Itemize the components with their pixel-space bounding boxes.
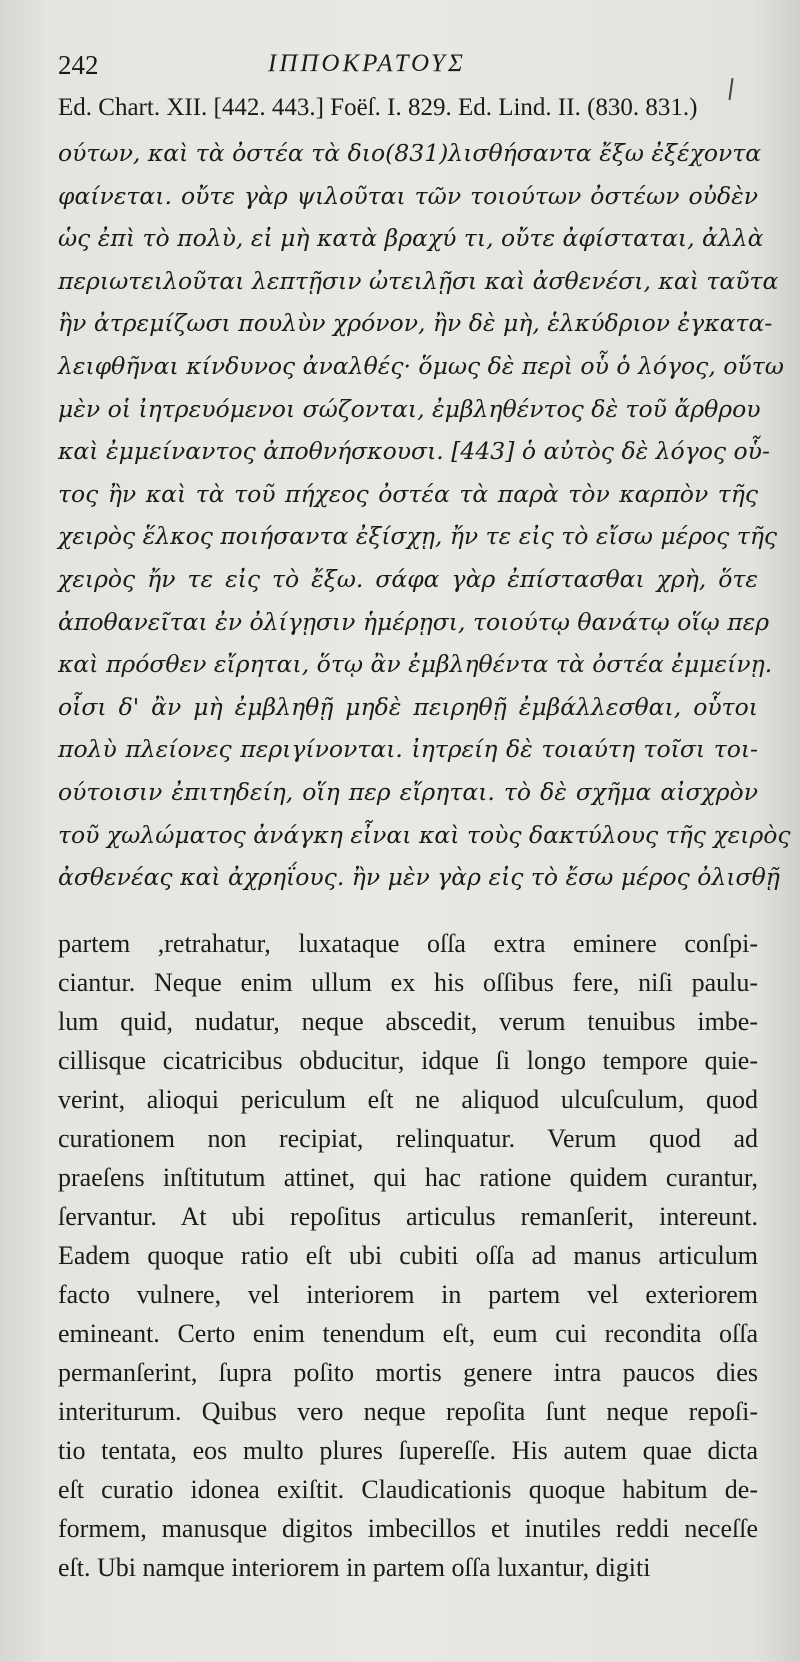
greek-text-line: ούτων, καὶ τὰ ὀστέα τὰ διο(831)λισθήσαντα ἔξω ἐξέχοντα: [58, 139, 762, 167]
greek-text-line: ἀποθανεῖται ἐν ὀλίγῃσιν ἡμέρῃσι, τοιούτῳ θανάτῳ οἵῳ περ: [58, 607, 770, 636]
greek-text-line: ούτοισιν ἐπιτηδείη, οἵη περ εἴρηται. τὸ δὲ σχῆμα αἰσχρὸν: [58, 777, 758, 806]
greek-text-block: [58, 132, 791, 899]
latin-text-line: emineant. Certo enim tenendum eſt, eum cui recondita oſſa: [58, 1319, 758, 1348]
greek-text-line: τοῦ χωλώματος ἀνάγκη εἶναι καὶ τοὺς δακτύλους τῆς χειρὸς: [58, 820, 791, 849]
greek-text-line: καὶ πρόσθεν εἴρηται, ὅτῳ ἂν ἐμβληθέντα τὰ ὀστέα ἐμμείνῃ.: [58, 650, 773, 679]
latin-text-line: permanſerint, ſupra poſito mortis genere intra paucos dies: [58, 1358, 758, 1387]
latin-text-line: tio tentata, eos multo plures ſupereſſe. His autem quae dicta: [58, 1436, 758, 1465]
page-number: 242: [58, 50, 99, 80]
latin-text-line: eſt. Ubi namque interiorem in partem oſſa luxantur, digiti: [58, 1553, 651, 1582]
greek-text-line: χειρὸς ἕλκος ποιήσαντα ἐξίσχῃ, ἤν τε εἰς τὸ εἴσω μέρος τῆς: [58, 522, 778, 551]
latin-text-line: partem ,retrahatur, luxataque oſſa extra eminere conſpi-: [58, 929, 758, 958]
latin-text-line: curationem non recipiat, relinquatur. Verum quod ad: [58, 1124, 758, 1153]
greek-text-line: μὲν οἱ ἰητρευόμενοι σώζονται, ἐμβληθέντος δὲ τοῦ ἄρθρου: [58, 394, 761, 423]
greek-text-line: περιωτειλοῦται λεπτῇσιν ὠτειλῇσι καὶ ἀσθενέσι, καὶ ταῦτα: [58, 266, 779, 295]
page-header: [58, 50, 758, 90]
greek-text-line: χειρὸς ἤν τε εἰς τὸ ἔξω. σάφα γὰρ ἐπίστασθαι χρὴ, ὅτε: [58, 564, 758, 593]
latin-text-line: cillisque cicatricibus obducitur, idque ſi longo tempore quie-: [58, 1046, 758, 1075]
greek-text-line: λειφθῆναι κίνδυνος ἀναλθές· ὅμως δὲ περὶ οὗ ὁ λόγος, οὕτω: [58, 351, 784, 380]
latin-text-line: eſt curatio idonea exiſtit. Claudicationis quoque habitum de-: [58, 1475, 758, 1504]
greek-text-line: τος ἢν καὶ τὰ τοῦ πήχεος ὀστέα τὰ παρὰ τὸν καρπὸν τῆς: [58, 479, 758, 508]
latin-text-line: verint, alioqui periculum eſt ne aliquod ulcuſculum, quod: [58, 1085, 758, 1114]
greek-text-line: φαίνεται. οὔτε γὰρ ψιλοῦται τῶν τοιούτων ὀστέων οὐδὲν: [58, 181, 758, 210]
latin-text-line: ſervantur. At ubi repoſitus articulus remanſerit, intereunt.: [58, 1202, 758, 1231]
latin-text-line: formem, manusque digitos imbecillos et inutiles reddi neceſſe: [58, 1514, 758, 1543]
greek-text-line: πολὺ πλείονες περιγίνονται. ἰητρείη δὲ τοιαύτη τοῖσι τοι-: [58, 735, 758, 764]
latin-text-line: praeſens inſtitutum attinet, qui hac ratione quidem curantur,: [58, 1163, 758, 1192]
latin-text-line: lum quid, nudatur, neque abscedit, verum tenuibus imbe-: [58, 1007, 758, 1036]
latin-text-block: [58, 924, 758, 1587]
greek-text-line: ἀσθενέας καὶ ἀχρηΐους. ἢν μὲν γὰρ εἰς τὸ ἔσω μέρος ὀλισθῇ: [58, 863, 780, 892]
latin-text-line: Eadem quoque ratio eſt ubi cubiti oſſa ad manus articulum: [58, 1241, 758, 1270]
greek-text-line: ἢν ἀτρεμίζωσι πουλὺν χρόνον, ἢν δὲ μὴ, ἑλκύδριον ἐγκατα-: [58, 309, 773, 338]
running-title: ΙΠΠΟΚΡΑΤΟΥΣ: [268, 50, 466, 77]
latin-text-line: interiturum. Quibus vero neque repoſita ſunt neque repoſi-: [58, 1397, 758, 1426]
edition-reference: Ed. Chart. XII. [442. 443.] Foëſ. I. 829. Ed. Lind. II. (830. 831.): [58, 94, 698, 121]
greek-text-line: καὶ ἐμμείναντος ἀποθνήσκουσι. [443] ὁ αὐτὸς δὲ λόγος οὗ-: [58, 437, 770, 466]
latin-text-line: ciantur. Neque enim ullum ex his oſſibus fere, niſi paulu-: [58, 968, 758, 997]
latin-text-line: facto vulnere, vel interiorem in partem vel exteriorem: [58, 1280, 758, 1309]
greek-text-line: ὡς ἐπὶ τὸ πολὺ, εἰ μὴ κατὰ βραχύ τι, οὔτε ἀφίσταται, ἀλλὰ: [58, 224, 764, 253]
greek-text-line: οἷσι δ' ἂν μὴ ἐμβληθῇ μηδὲ πειρηθῇ ἐμβάλλεσθαι, οὗτοι: [58, 692, 758, 721]
